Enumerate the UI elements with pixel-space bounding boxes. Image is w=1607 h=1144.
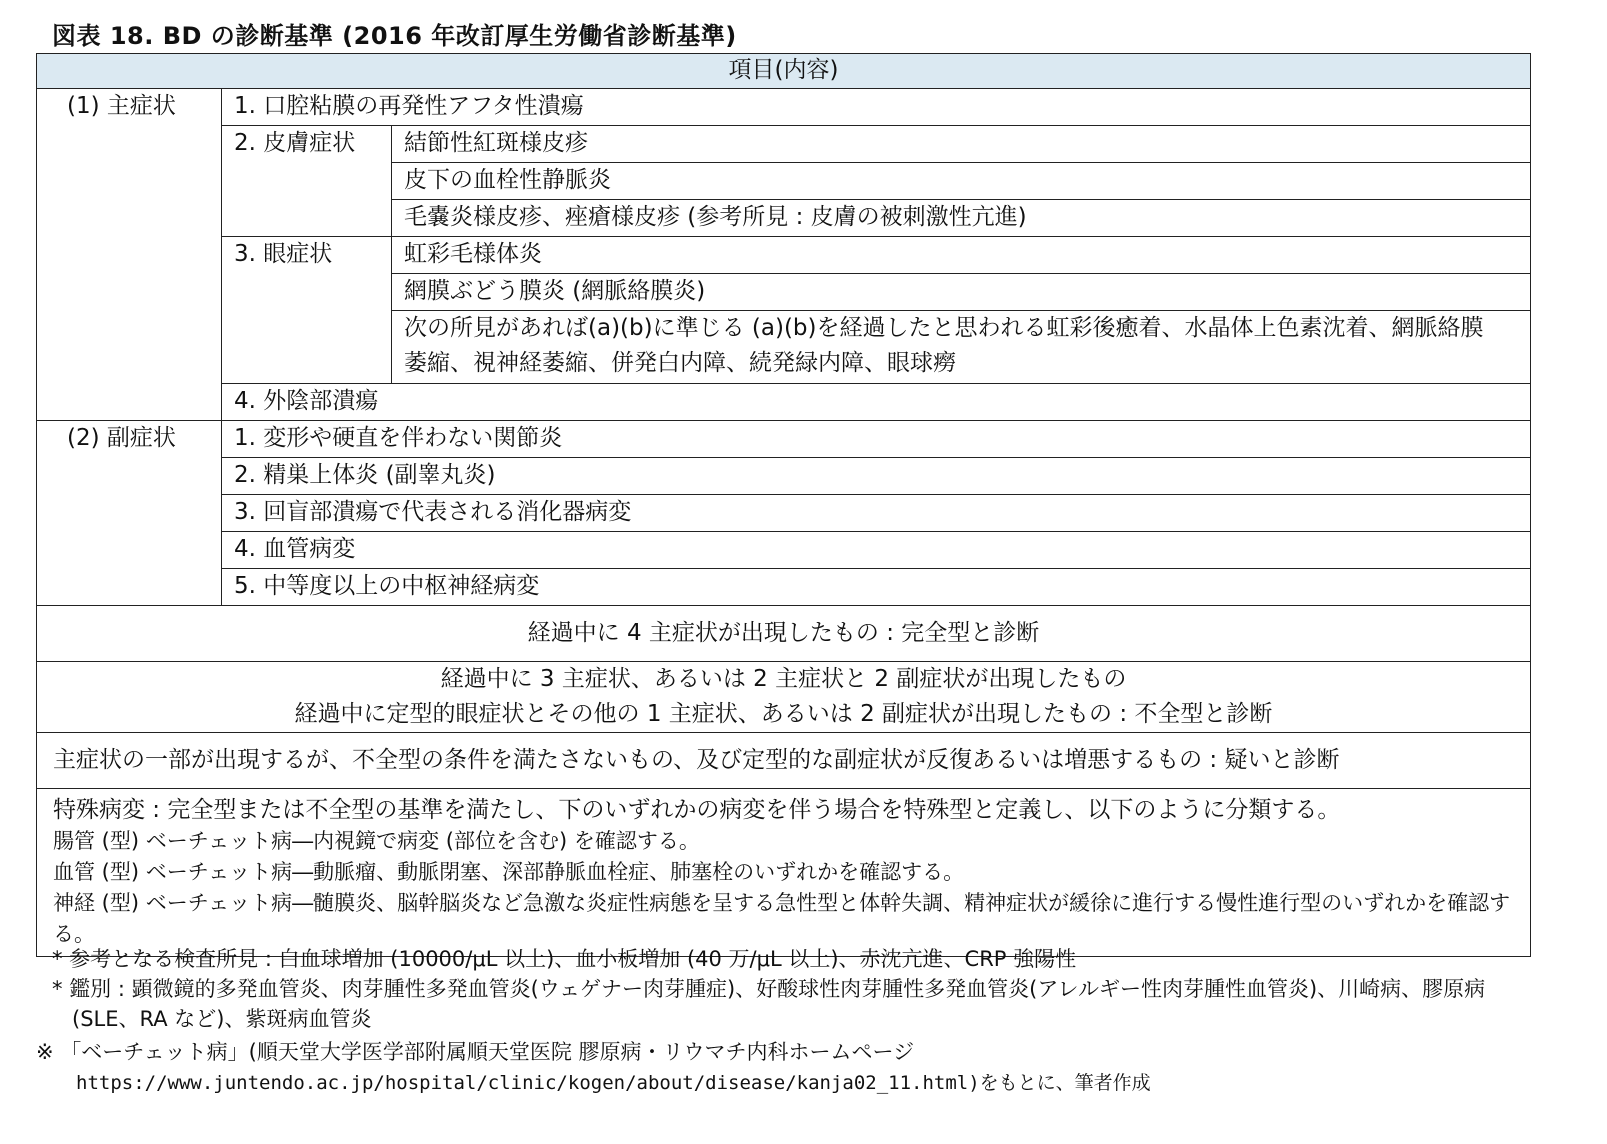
footnote-lab-findings: * 参考となる検査所見 : 白血球増加 (10000/μL 以上)、血小板増加 (40 万/μL 以上)、赤沈亢進、CRP 強陽性 <box>52 947 1077 971</box>
table-row <box>37 163 1531 200</box>
table-row <box>37 200 1531 237</box>
table-row <box>37 458 1531 495</box>
minor-item-2: 2. 精巣上体炎 (副睾丸炎) <box>222 458 1531 495</box>
main-item-4: 4. 外陰部潰瘍 <box>222 384 1531 421</box>
source-line-1: ※ 「ベーチェット病」(順天堂大学医学部附属順天堂医院 膠原病・リウマチ内科ホームページ <box>36 1040 915 1064</box>
special-line-intestinal: 腸管 (型) ベーチェット病―内視鏡で病変 (部位を含む) を確認する。 <box>53 829 700 853</box>
source-note <box>36 1037 1151 1099</box>
table-row <box>37 89 1531 126</box>
table-row <box>37 384 1531 421</box>
complete-type-diagnosis: 経過中に 4 主症状が出現したもの : 完全型と診断 <box>37 606 1531 662</box>
incomplete-line-1: 経過中に 3 主症状、あるいは 2 主症状と 2 副症状が出現したもの <box>440 666 1127 692</box>
footnote-differential: * 鑑別 : 顕微鏡的多発血管炎、肉芽腫性多発血管炎(ウェゲナー肉芽腫症)、好酸球性肉芽腫性多発血管炎(アレルギー性肉芽腫性血管炎)、川崎病、膠原病(SLE、RA など)、紫斑病血管炎 <box>52 977 1486 1031</box>
table-row <box>37 421 1531 458</box>
eye-detail-2: 網膜ぶどう膜炎 (網脈絡膜炎) <box>392 274 1531 311</box>
skin-detail-2: 皮下の血栓性静脈炎 <box>392 163 1531 200</box>
figure-title: 図表 18. BD の診断基準 (2016 年改訂厚生労働省診断基準) <box>52 22 737 50</box>
main-symptoms-label: (1) 主症状 <box>37 89 222 126</box>
eye-detail-1: 虹彩毛様体炎 <box>392 237 1531 274</box>
minor-item-1: 1. 変形や硬直を伴わない関節炎 <box>222 421 1531 458</box>
incomplete-line-2: 経過中に定型的眼症状とその他の 1 主症状、あるいは 2 副症状が出現したもの : 不全型と診断 <box>294 701 1273 727</box>
table-row <box>37 662 1531 733</box>
main-item-3-label: 3. 眼症状 <box>222 237 392 274</box>
table-row <box>37 733 1531 789</box>
skin-detail-1: 結節性紅斑様皮疹 <box>392 126 1531 163</box>
special-line-neuro: 神経 (型) ベーチェット病―髄膜炎、脳幹脳炎など急激な炎症性病態を呈する急性型と体幹失調、精神症状が緩徐に進行する慢性進行型のいずれかを確認する。 <box>53 891 1511 946</box>
table-row <box>37 606 1531 662</box>
minor-item-4: 4. 血管病変 <box>222 532 1531 569</box>
table-row <box>37 789 1531 957</box>
special-intro: 特殊病変 : 完全型または不全型の基準を満たし、下のいずれかの病変を伴う場合を特殊型と定義し、以下のように分類する。 <box>53 797 1341 823</box>
diagnostic-criteria-table <box>36 53 1531 957</box>
source-url: https://www.juntendo.ac.jp/hospital/clinic/kogen/about/disease/kanja02_11.html)をもとに、筆者作成 <box>76 1072 1151 1094</box>
table-row <box>37 126 1531 163</box>
table-row <box>37 237 1531 274</box>
main-item-1: 1. 口腔粘膜の再発性アフタ性潰瘍 <box>222 89 1531 126</box>
skin-detail-3: 毛嚢炎様皮疹、痤瘡様皮疹 (参考所見 : 皮膚の被刺激性亢進) <box>392 200 1531 237</box>
minor-item-3: 3. 回盲部潰瘍で代表される消化器病変 <box>222 495 1531 532</box>
footnotes <box>52 944 1532 1034</box>
table-header-row <box>37 54 1531 89</box>
minor-symptoms-label: (2) 副症状 <box>37 421 222 458</box>
main-item-2-label: 2. 皮膚症状 <box>222 126 392 163</box>
table-row <box>37 311 1531 384</box>
table-row <box>37 495 1531 532</box>
special-line-vascular: 血管 (型) ベーチェット病―動脈瘤、動脈閉塞、深部静脈血栓症、肺塞栓のいずれかを確認する。 <box>53 860 965 884</box>
special-lesions <box>37 789 1531 957</box>
minor-item-5: 5. 中等度以上の中枢神経病変 <box>222 569 1531 606</box>
table-row <box>37 274 1531 311</box>
table-row <box>37 532 1531 569</box>
table-row <box>37 569 1531 606</box>
eye-detail-3: 次の所見があれば(a)(b)に準じる (a)(b)を経過したと思われる虹彩後癒着、水晶体上色素沈着、網脈絡膜萎縮、視神経萎縮、併発白内障、続発緑内障、眼球癆 <box>392 311 1531 384</box>
incomplete-type-diagnosis <box>37 662 1531 733</box>
suspected-diagnosis: 主症状の一部が出現するが、不全型の条件を満たさないもの、及び定型的な副症状が反復あるいは増悪するもの : 疑いと診断 <box>37 733 1531 789</box>
table-header: 項目(内容) <box>37 54 1531 89</box>
